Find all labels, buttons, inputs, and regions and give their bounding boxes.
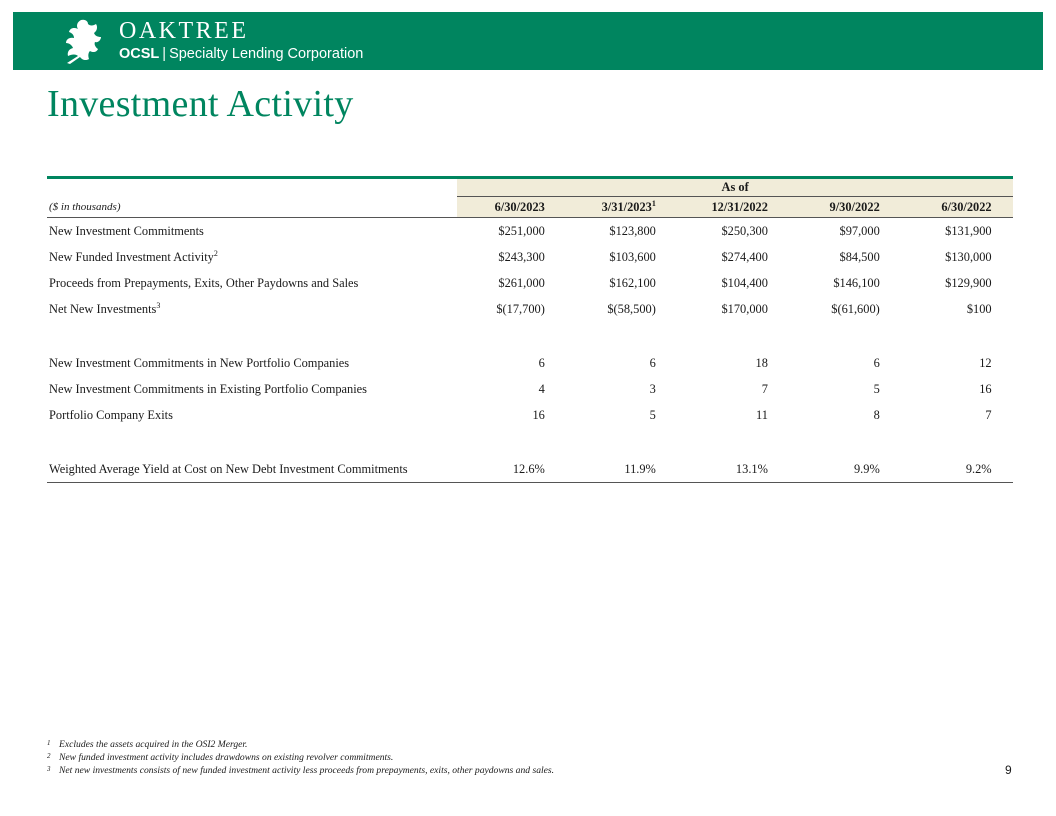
pad-cell [994, 456, 1013, 483]
col-header-3 [658, 197, 770, 218]
col-header-2-label: 3/31/2023 [601, 199, 652, 214]
table-cell: 6 [873, 355, 880, 370]
table-spacer-row [47, 322, 1013, 350]
table-cell: $(61,600) [831, 301, 880, 316]
row-label [47, 350, 457, 376]
footnote-text: Excludes the assets acquired in the OSI2 Merger. [59, 739, 248, 750]
page-number: 9 [1005, 763, 1012, 777]
pad-cell [994, 270, 1013, 296]
table-row [47, 270, 1013, 296]
table-cell: $97,000 [839, 223, 880, 238]
brand-name: OAKTREE [119, 18, 249, 44]
pad-cell [994, 376, 1013, 402]
footnote-mark: 2 [47, 752, 51, 760]
table-row [47, 244, 1013, 270]
table-cell: 16 [532, 407, 545, 422]
row-footnote-mark: 2 [213, 248, 218, 258]
brand-subtitle [119, 46, 363, 62]
col-header-2 [547, 197, 658, 218]
table-row [47, 456, 1013, 483]
pad-cell [994, 350, 1013, 376]
row-label-text: New Investment Commitments in New Portfolio Companies [49, 355, 350, 370]
table-cell: 7 [761, 381, 768, 396]
row-label-text: Portfolio Company Exits [49, 407, 173, 422]
row-footnote-mark: 3 [156, 300, 161, 310]
brand-separator: | [162, 46, 167, 62]
table-cell: $(58,500) [607, 301, 656, 316]
col-header-1 [457, 197, 547, 218]
footnote-mark: 3 [47, 765, 51, 773]
spacer-cell [47, 428, 1013, 456]
pad-cell [994, 402, 1013, 428]
table-cell: $146,100 [833, 275, 880, 290]
table-spacer-row [47, 428, 1013, 456]
table-cell: 4 [538, 381, 545, 396]
col-header-4-label: 9/30/2022 [829, 199, 880, 214]
table-cell: 5 [649, 407, 656, 422]
row-label-text: New Investment Commitments in Existing Portfolio Companies [49, 381, 368, 396]
as-of-label: As of [457, 178, 1013, 197]
brand-company: Specialty Lending Corporation [169, 46, 364, 62]
col-header-4 [770, 197, 882, 218]
table-group-header-row [47, 178, 1013, 197]
row-label [47, 270, 457, 296]
table-cell: $243,300 [498, 249, 545, 264]
table-cell: 7 [985, 407, 992, 422]
footnote [47, 738, 554, 751]
table-row [47, 376, 1013, 402]
row-label-text: Net New Investments [49, 301, 157, 316]
row-label-text: Weighted Average Yield at Cost on New Debt Investment Commitments [49, 461, 408, 476]
header-pad [994, 197, 1013, 218]
table-cell: $123,800 [609, 223, 656, 238]
table-cell: $130,000 [945, 249, 992, 264]
header-banner [13, 12, 1043, 70]
col-header-3-label: 12/31/2022 [711, 199, 768, 214]
brand-ticker: OCSL [119, 46, 160, 62]
unit-note: ($ in thousands) [47, 197, 457, 218]
table-cell: 16 [979, 381, 992, 396]
oak-leaf-icon [57, 16, 105, 66]
col-header-2-footnote-mark: 1 [651, 198, 656, 208]
table-cell: $162,100 [609, 275, 656, 290]
row-label [47, 296, 457, 322]
row-label [47, 218, 457, 245]
footnote-mark: 1 [47, 739, 51, 747]
table-row [47, 218, 1013, 245]
table-row [47, 402, 1013, 428]
table-cell: $251,000 [498, 223, 545, 238]
table-row [47, 296, 1013, 322]
row-label [47, 456, 457, 483]
table-cell: 5 [873, 381, 880, 396]
pad-cell [994, 244, 1013, 270]
footnote-text: Net new investments consists of new funded investment activity less proceeds from prepayments, exits, other paydowns and sales. [59, 765, 555, 776]
table-cell: $103,600 [609, 249, 656, 264]
footnote [47, 764, 554, 777]
footnote [47, 751, 554, 764]
spacer-cell [47, 322, 1013, 350]
table-cell: $104,400 [721, 275, 768, 290]
row-label-text: New Investment Commitments [49, 223, 204, 238]
table-row [47, 350, 1013, 376]
table-cell: $84,500 [839, 249, 880, 264]
table-cell: $129,900 [945, 275, 992, 290]
table-cell: $(17,700) [496, 301, 545, 316]
group-header-spacer [47, 178, 457, 197]
page-title: Investment Activity [47, 83, 354, 125]
footnotes [47, 738, 554, 777]
table-cell: 12.6% [457, 456, 547, 483]
row-label-text: New Funded Investment Activity [49, 249, 214, 264]
pad-cell [994, 296, 1013, 322]
row-label-text: Proceeds from Prepayments, Exits, Other Paydowns and Sales [49, 275, 359, 290]
table-cell: 3 [649, 381, 656, 396]
col-header-5-label: 6/30/2022 [941, 199, 992, 214]
table-cell: $170,000 [721, 301, 768, 316]
table-cell: $274,400 [721, 249, 768, 264]
row-label [47, 376, 457, 402]
table-header-row [47, 197, 1013, 218]
pad-cell [994, 218, 1013, 245]
table-cell: 9.9% [770, 456, 882, 483]
table-cell: 18 [755, 355, 768, 370]
table-cell: 8 [873, 407, 880, 422]
table-cell: 12 [979, 355, 992, 370]
table-cell: 9.2% [882, 456, 994, 483]
table-cell: $100 [966, 301, 992, 316]
table-cell: 6 [649, 355, 656, 370]
table-cell: $250,300 [721, 223, 768, 238]
table-cell: 13.1% [658, 456, 770, 483]
table-cell: 11 [756, 407, 768, 422]
footnote-text: New funded investment activity includes drawdowns on existing revolver commitments. [59, 752, 394, 763]
table-cell: 11.9% [547, 456, 658, 483]
table-cell: $131,900 [945, 223, 992, 238]
row-label [47, 402, 457, 428]
table-cell: $261,000 [498, 275, 545, 290]
col-header-1-label: 6/30/2023 [494, 199, 545, 214]
table-cell: 6 [538, 355, 545, 370]
investment-activity-table [47, 176, 1013, 483]
col-header-5 [882, 197, 994, 218]
row-label [47, 244, 457, 270]
